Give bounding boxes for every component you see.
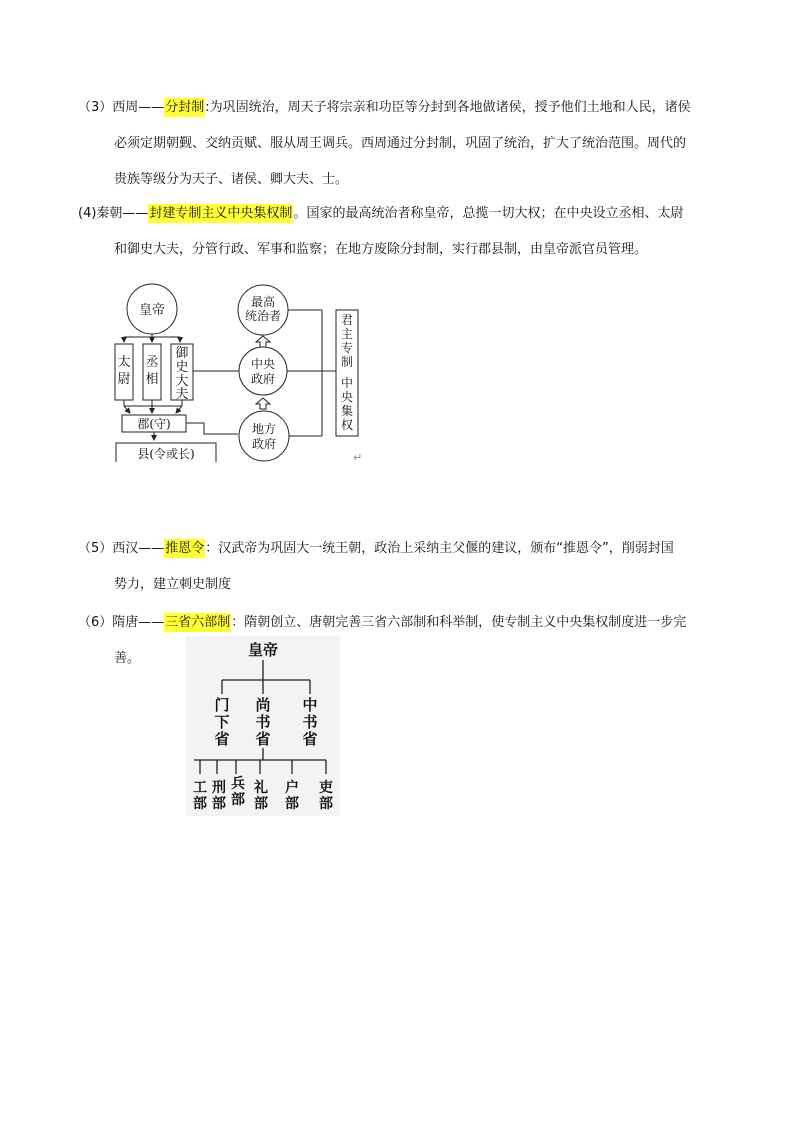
ministry-char: 工 bbox=[193, 780, 207, 796]
paragraph-qin bbox=[78, 196, 728, 268]
ministry-char: 部 bbox=[285, 796, 299, 812]
minister-char: 丞 bbox=[145, 355, 159, 370]
paragraph-text: 。国家的最高统治者称皇帝，总揽一切大权；在中央设立丞相、太尉 bbox=[293, 206, 684, 221]
paragraph-sui-tang bbox=[78, 605, 728, 677]
local-government-label: 地方 bbox=[251, 422, 277, 436]
minister-char: 史 bbox=[175, 360, 189, 375]
paragraph-return-mark: ↵ bbox=[353, 451, 363, 464]
side-label-char: 君 bbox=[340, 313, 354, 327]
local-government-label: 政府 bbox=[251, 437, 277, 451]
province-char: 下 bbox=[214, 713, 230, 731]
side-label-char: 专 bbox=[340, 341, 354, 355]
qin-central-system-diagram bbox=[112, 282, 362, 467]
paragraph-prefix: （3）西周—— bbox=[78, 100, 165, 115]
paragraph-prefix: （6）隋唐—— bbox=[78, 615, 165, 630]
minister-char: 太 bbox=[117, 355, 131, 370]
side-label-char: 中 bbox=[340, 376, 354, 390]
ministry-char: 兵 bbox=[231, 776, 245, 792]
paragraph-prefix: （5）西汉—— bbox=[78, 541, 165, 556]
paragraph-text: 贵族等级分为天子、诸侯、卿大夫、士。 bbox=[114, 172, 349, 187]
side-label-char: 央 bbox=[340, 390, 354, 404]
supreme-ruler-label: 最高 bbox=[250, 295, 276, 309]
highlighted-term: 三省六部制 bbox=[165, 615, 231, 630]
highlighted-term: 封建专制主义中央集权制 bbox=[149, 206, 293, 221]
ministry-char: 部 bbox=[254, 796, 268, 812]
central-government-label: 政府 bbox=[250, 372, 276, 386]
province-char: 中 bbox=[302, 696, 318, 714]
province-char: 书 bbox=[302, 713, 318, 731]
province-char: 省 bbox=[214, 730, 230, 748]
ministry-char: 礼 bbox=[254, 780, 268, 796]
paragraph-prefix: (4)秦朝—— bbox=[78, 206, 149, 221]
ministry-char: 户 bbox=[285, 780, 299, 796]
paragraph-text: ：汉武帝为巩固大一统王朝，政治上采纳主父偃的建议，颁布“推恩令”，削弱封国 bbox=[205, 541, 674, 556]
province-char: 省 bbox=[255, 730, 271, 748]
county-label: 县(令或长) bbox=[137, 447, 195, 461]
province-char: 门 bbox=[214, 696, 230, 714]
side-label-char: 制 bbox=[340, 355, 354, 369]
minister-char: 夫 bbox=[175, 387, 189, 402]
supreme-ruler-label: 统治者 bbox=[244, 309, 282, 323]
paragraph-text: 势力，建立刺史制度 bbox=[114, 577, 232, 592]
side-label-char: 权 bbox=[340, 418, 354, 432]
ministry-char: 部 bbox=[231, 792, 245, 808]
central-government-node bbox=[239, 347, 287, 395]
minister-char: 相 bbox=[145, 372, 159, 387]
province-char: 尚 bbox=[255, 696, 271, 714]
ministry-char: 部 bbox=[319, 796, 333, 812]
minister-char: 御 bbox=[175, 346, 189, 361]
ministry-char: 吏 bbox=[319, 780, 333, 796]
minister-char: 尉 bbox=[117, 372, 131, 387]
paragraph-text: 和御史大夫，分管行政、军事和监察；在地方废除分封制，实行郡县制，由皇帝派官员管理。 bbox=[114, 242, 648, 257]
central-government-label: 中央 bbox=[250, 357, 276, 371]
ministry-char: 部 bbox=[212, 796, 226, 812]
side-label-char: 主 bbox=[340, 327, 354, 341]
paragraph-text: ：隋朝创立、唐朝完善三省六部制和科举制，使专制主义中央集权制度进一步完 bbox=[231, 615, 687, 630]
emperor-label: 皇帝 bbox=[247, 641, 279, 659]
side-label-char: 集 bbox=[340, 404, 354, 418]
minister-char: 大 bbox=[175, 374, 189, 389]
province-char: 省 bbox=[302, 730, 318, 748]
paragraph-text: 必须定期朝觐、交纳贡赋、服从周王调兵。西周通过分封制，巩固了统治，扩大了统治范围。周代的 bbox=[114, 136, 687, 151]
emperor-label: 皇帝 bbox=[138, 303, 166, 318]
highlighted-term: 分封制 bbox=[165, 100, 205, 115]
ministry-char: 刑 bbox=[212, 780, 226, 796]
province-char: 书 bbox=[255, 713, 271, 731]
commandery-label: 郡(守) bbox=[137, 417, 171, 431]
ministry-char: 部 bbox=[193, 796, 207, 812]
paragraph-text: 善。 bbox=[114, 651, 141, 666]
paragraph-text: :为巩固统治，周天子将宗亲和功臣等分封到各地做诸侯，授予他们土地和人民，诸侯 bbox=[205, 100, 691, 115]
local-government-node bbox=[239, 411, 289, 461]
paragraph-western-zhou bbox=[78, 90, 728, 198]
three-departments-six-ministries-diagram bbox=[186, 636, 340, 816]
paragraph-western-han bbox=[78, 531, 728, 603]
highlighted-term: 推恩令 bbox=[165, 541, 205, 556]
